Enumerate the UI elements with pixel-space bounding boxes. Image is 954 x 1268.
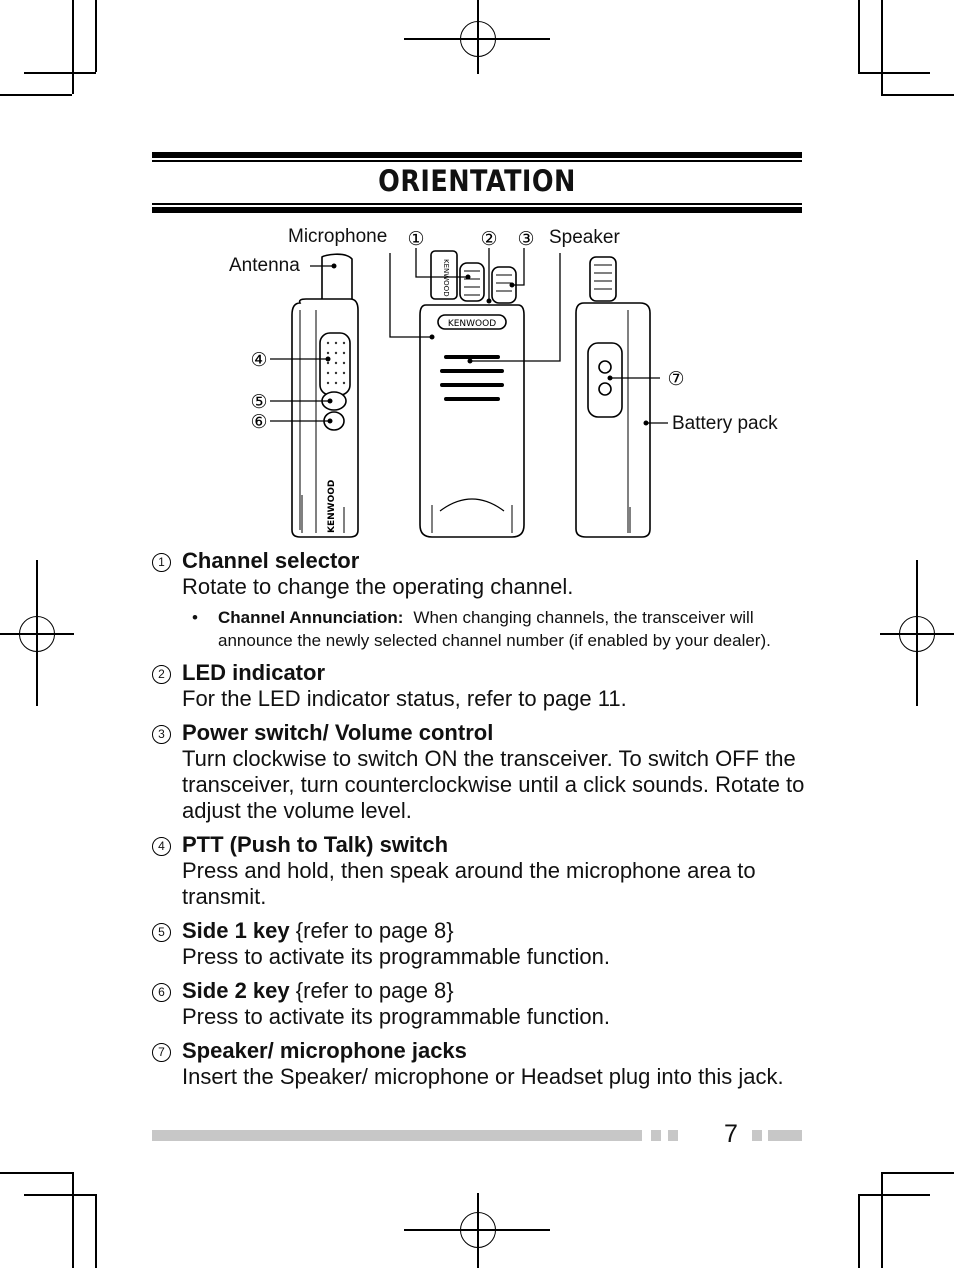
callout-6: ⑥ (250, 411, 268, 433)
header-rule-bottom-thin (152, 203, 802, 205)
label-microphone: Microphone (288, 226, 388, 247)
microphone-jack (599, 383, 611, 395)
item-title: Power switch/ Volume control (182, 720, 494, 745)
note-text: When changing channels, the transceiver will announce the newly selected channel number (if enabled by your dealer). (218, 608, 771, 650)
item-description: For the LED indicator status, refer to page 11. (182, 686, 627, 711)
item-description: Insert the Speaker/ microphone or Headset plug into this jack. (182, 1064, 784, 1089)
item-ptt-switch (152, 832, 812, 910)
front-brand-text: KENWOOD (447, 319, 497, 329)
label-speaker: Speaker (549, 227, 620, 248)
item-title: PTT (Push to Talk) switch (182, 832, 449, 857)
item-title: Side 2 key (182, 978, 290, 1003)
orientation-figure (0, 215, 954, 545)
footer-bar-dot (752, 1130, 762, 1141)
item-description: Press and hold, then speak around the microphone area to transmit. (182, 858, 756, 909)
item-description: Press to activate its programmable function. (182, 944, 610, 969)
page-number: 7 (724, 1120, 738, 1148)
ptt-switch-shape (320, 333, 350, 395)
item-number-3: 3 (152, 725, 171, 744)
antenna-brand-text: KENWOOD (442, 259, 450, 297)
item-title: Speaker/ microphone jacks (182, 1038, 467, 1063)
left-view-antenna (322, 254, 352, 305)
callout-3: ③ (517, 228, 535, 250)
item-page-ref: {refer to page 8} (295, 978, 454, 1003)
item-number-1: 1 (152, 553, 171, 572)
item-page-ref: {refer to page 8} (295, 918, 454, 943)
header-rule-bottom-thick (152, 207, 802, 213)
item-description: Rotate to change the operating channel. (182, 574, 574, 599)
item-side-1-key (152, 918, 812, 970)
footer-bar-dot (668, 1130, 678, 1141)
item-side-2-key (152, 978, 812, 1030)
item-channel-selector (152, 548, 812, 652)
item-title: Side 1 key (182, 918, 290, 943)
transceiver-illustration (0, 215, 954, 545)
item-title: Channel selector (182, 548, 360, 573)
item-title: LED indicator (182, 660, 326, 685)
item-title-row (182, 978, 812, 1004)
header-rule-top-thick (152, 152, 802, 158)
item-number-2: 2 (152, 665, 171, 684)
label-battery-pack: Battery pack (672, 413, 778, 434)
note-bullet: • (192, 608, 198, 627)
right-view-body (576, 303, 650, 537)
footer-bar-left (152, 1130, 642, 1141)
item-number-6: 6 (152, 983, 171, 1002)
jack-cover (588, 343, 622, 417)
callout-2: ② (480, 228, 498, 250)
footer-bar-dot (651, 1130, 661, 1141)
side-brand-text: KENWOOD (327, 479, 337, 533)
callout-5: ⑤ (250, 391, 268, 413)
page-title: ORIENTATION (378, 164, 576, 198)
item-power-switch (152, 720, 812, 824)
footer-bar-right (768, 1130, 802, 1141)
item-title-row (182, 918, 812, 944)
item-speaker-mic-jacks (152, 1038, 812, 1090)
callout-4: ④ (250, 349, 268, 371)
item-description: Press to activate its programmable function. (182, 1004, 610, 1029)
item-led-indicator (152, 660, 812, 712)
channel-annunciation-note (192, 606, 812, 652)
label-antenna: Antenna (229, 255, 300, 276)
speaker-jack (599, 361, 611, 373)
header-rule-top-thin (152, 160, 802, 162)
item-number-4: 4 (152, 837, 171, 856)
orientation-items (152, 548, 812, 1098)
callout-7: ⑦ (667, 368, 685, 390)
item-description: Turn clockwise to switch ON the transceiver. To switch OFF the transceiver, turn counterclockwise until a click sounds. Rotate to adjust the volume level. (182, 746, 805, 823)
callout-1: ① (407, 228, 425, 250)
item-number-5: 5 (152, 923, 171, 942)
note-label: Channel Annunciation: (218, 608, 404, 627)
right-view-antenna (590, 257, 616, 301)
item-number-7: 7 (152, 1043, 171, 1062)
